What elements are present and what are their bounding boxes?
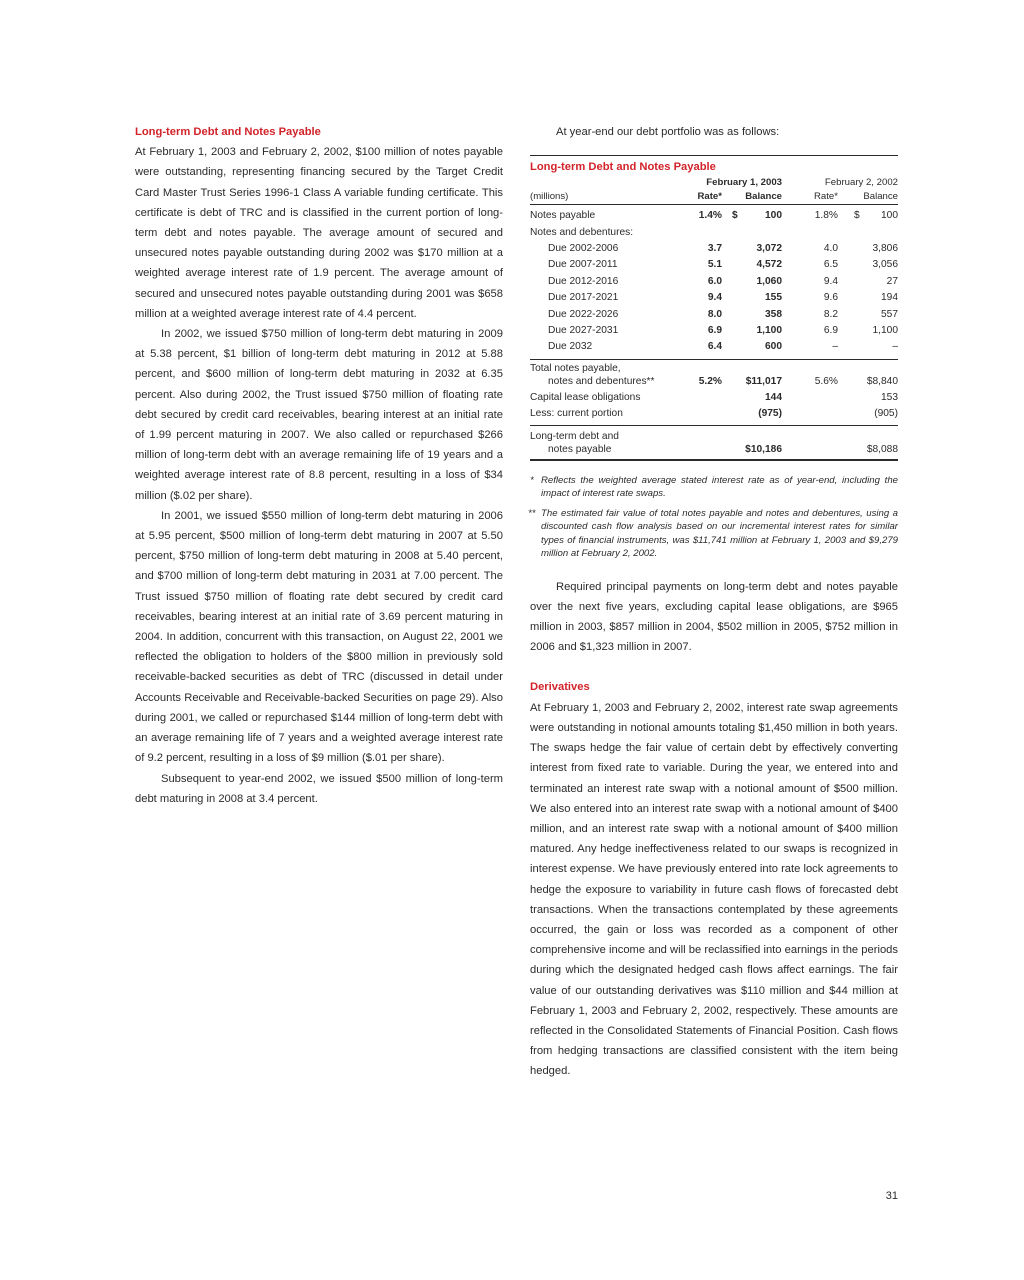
table-row-long-term-debt: Long-term debt and notes payable $10,186 $8,088 [530, 430, 898, 455]
paragraph-2002-issuance: In 2002, we issued $750 million of long-term debt maturing in 2009 at 5.38 percent, $1 billion of long-term debt maturing in 2012 at 5.88 percent, and $600 million of long-term debt maturing in 2032 at 6.35 percent. Also during 2002, the Trust issued $750 million of floating rate debt secured by credit card receivables, bearing interest at an initial rate of 1.99 percent maturing in 2007. We also called or repurchased $266 million of long-term debt with an average remaining life of 19 years and a weighted average interest rate of 8.8 percent, resulting in a loss of $34 million ($.02 per share). [135, 328, 503, 502]
table-intro: At year-end our debt portfolio was as follows: [556, 126, 780, 138]
paragraph-derivatives: At February 1, 2003 and February 2, 2002, interest rate swap agreements were outstanding in notional amounts totaling $1,450 million in both years. The swaps hedge the fair value of certain debt by effectively converting interest from fixed rate to variable. During the year, we entered into and terminated an interest rate swap with a notional amount of $500 million. We also entered into an interest rate swap with a notional amount of $400 million, and an interest rate swap with a notional amount of $400 million matured. Any hedge ineffectiveness related to our swaps is recognized in interest expense. We have previously entered into rate lock agreements to hedge the exposure to variability in future cash flows of forecasted debt transactions. When the transactions contemplated by these agreements occurred, the gain or loss was recorded as a component of other comprehensive income and will be reclassified into earnings in the periods during which the designated hedged cash flows affect earnings. The fair value of our outstanding derivatives was $110 million and $44 million at February 1, 2003 and February 2, 2002, respectively. These amounts are reflected in the Consolidated Statements of Financial Position. Cash flows from hedging transactions are classified consistent with the item being hedged. [530, 701, 898, 1078]
table-title: Long-term Debt and Notes Payable [530, 161, 716, 174]
section-heading-long-term-debt: Long-term Debt and Notes Payable [135, 126, 321, 138]
table-row: Less: current portion (975) (905) [530, 406, 898, 425]
table-column-header [530, 189, 898, 205]
debt-table [530, 155, 898, 460]
period-2002-header: February 2, 2002 [824, 177, 898, 189]
page-number: 31 [885, 1190, 898, 1202]
table-row: Notes payable 1.4% $ 100 1.8% $ 100 [530, 210, 898, 222]
paragraph-subsequent-event: Subsequent to year-end 2002, we issued $500 million of long-term debt maturing in 2008 at 3.4 percent. [135, 772, 503, 805]
table-row: Due 2012-2016 6.0 1,060 9.4 27 [548, 275, 898, 287]
period-2003-header: February 1, 2003 [706, 177, 782, 189]
table-row: Due 2007-2011 5.1 4,572 6.5 3,056 [548, 259, 898, 271]
balance-header-2003: Balance [745, 191, 782, 203]
section-heading-derivatives: Derivatives [530, 681, 590, 694]
table-row: Due 2017-2021 9.4 155 9.6 194 [548, 292, 898, 304]
footnote-fair-value: ** The estimated fair value of total notes payable and notes and debentures, using a discounted cash flow analysis based on our incremental interest rates for similar types of financial instruments, was $11,741 million at February 1, 2003 and $9,279 million at February 2, 2002. [528, 507, 898, 560]
left-column [135, 122, 503, 809]
right-column [530, 122, 898, 1082]
paragraph-2001-issuance: In 2001, we issued $550 million of long-term debt maturing in 2006 at 5.95 percent, $500 million of long-term debt maturing in 2007 at 5.50 percent, $750 million of long-term debt maturing in 2008 at 5.40 percent, and $700 million of long-term debt maturing in 2031 at 7.00 percent. The Trust issued $750 million of floating rate debt secured by credit card receivables, bearing interest at an initial rate of 3.69 percent maturing in 2004. In addition, concurrent with this transaction, on August 22, 2001 we reflected the obligation to holders of the $800 million in previously sold receivable-backed securities as debt of TRC (discussed in detail under Accounts Receivable and Receivable-backed Securities on page 29). Also during 2001, we called or repurchased $144 million of long-term debt with an average remaining life of 7 years and a weighted average interest rate of 9.2 percent, resulting in a loss of $9 million ($.01 per share). [135, 509, 503, 765]
table-row: Due 2032 6.4 600 – – [530, 339, 898, 359]
paragraph-notes-payable: At February 1, 2003 and February 2, 2002, $100 million of notes payable were outstanding, representing financing secured by the Target Credit Card Master Trust Series 1996-1 Class A variable funding certificate. This certificate is debt of TRC and is classified in the current portion of long-term debt and notes payable. The average amount of secured and unsecured notes payable outstanding during 2002 was $170 million at a weighted average interest rate of 1.9 percent. The average amount of secured and unsecured notes payable outstanding during 2001 was $658 million at a weighted average interest rate of 4.4 percent. [135, 146, 503, 320]
rate-header-2003: Rate* [697, 191, 722, 203]
balance-header-2002: Balance [863, 191, 898, 203]
units-label: (millions) [530, 191, 569, 203]
table-row: Notes and debentures: [530, 226, 634, 238]
rate-header-2002: Rate* [814, 191, 838, 203]
table-row: Due 2002-2006 3.7 3,072 4.0 3,806 [548, 243, 898, 255]
paragraph-principal-payments: Required principal payments on long-term debt and notes payable over the next five years, excluding capital lease obligations, are $965 million in 2003, $857 million in 2004, $502 million in 2005, $752 million in 2006 and $1,323 million in 2007. [530, 580, 898, 654]
table-row: Capital lease obligations 144 153 [530, 391, 898, 403]
table-period-header [530, 176, 898, 189]
table-row-total-notes: Total notes payable, notes and debentures** 5.2% $11,017 5.6% $8,840 [530, 362, 898, 387]
table-row: Due 2027-2031 6.9 1,100 6.9 1,100 [548, 325, 898, 337]
table-row: Due 2022-2026 8.0 358 8.2 557 [548, 308, 898, 320]
footnote-rate: * Reflects the weighted average stated interest rate as of year-end, including the impact of interest rate swaps. [530, 474, 898, 500]
